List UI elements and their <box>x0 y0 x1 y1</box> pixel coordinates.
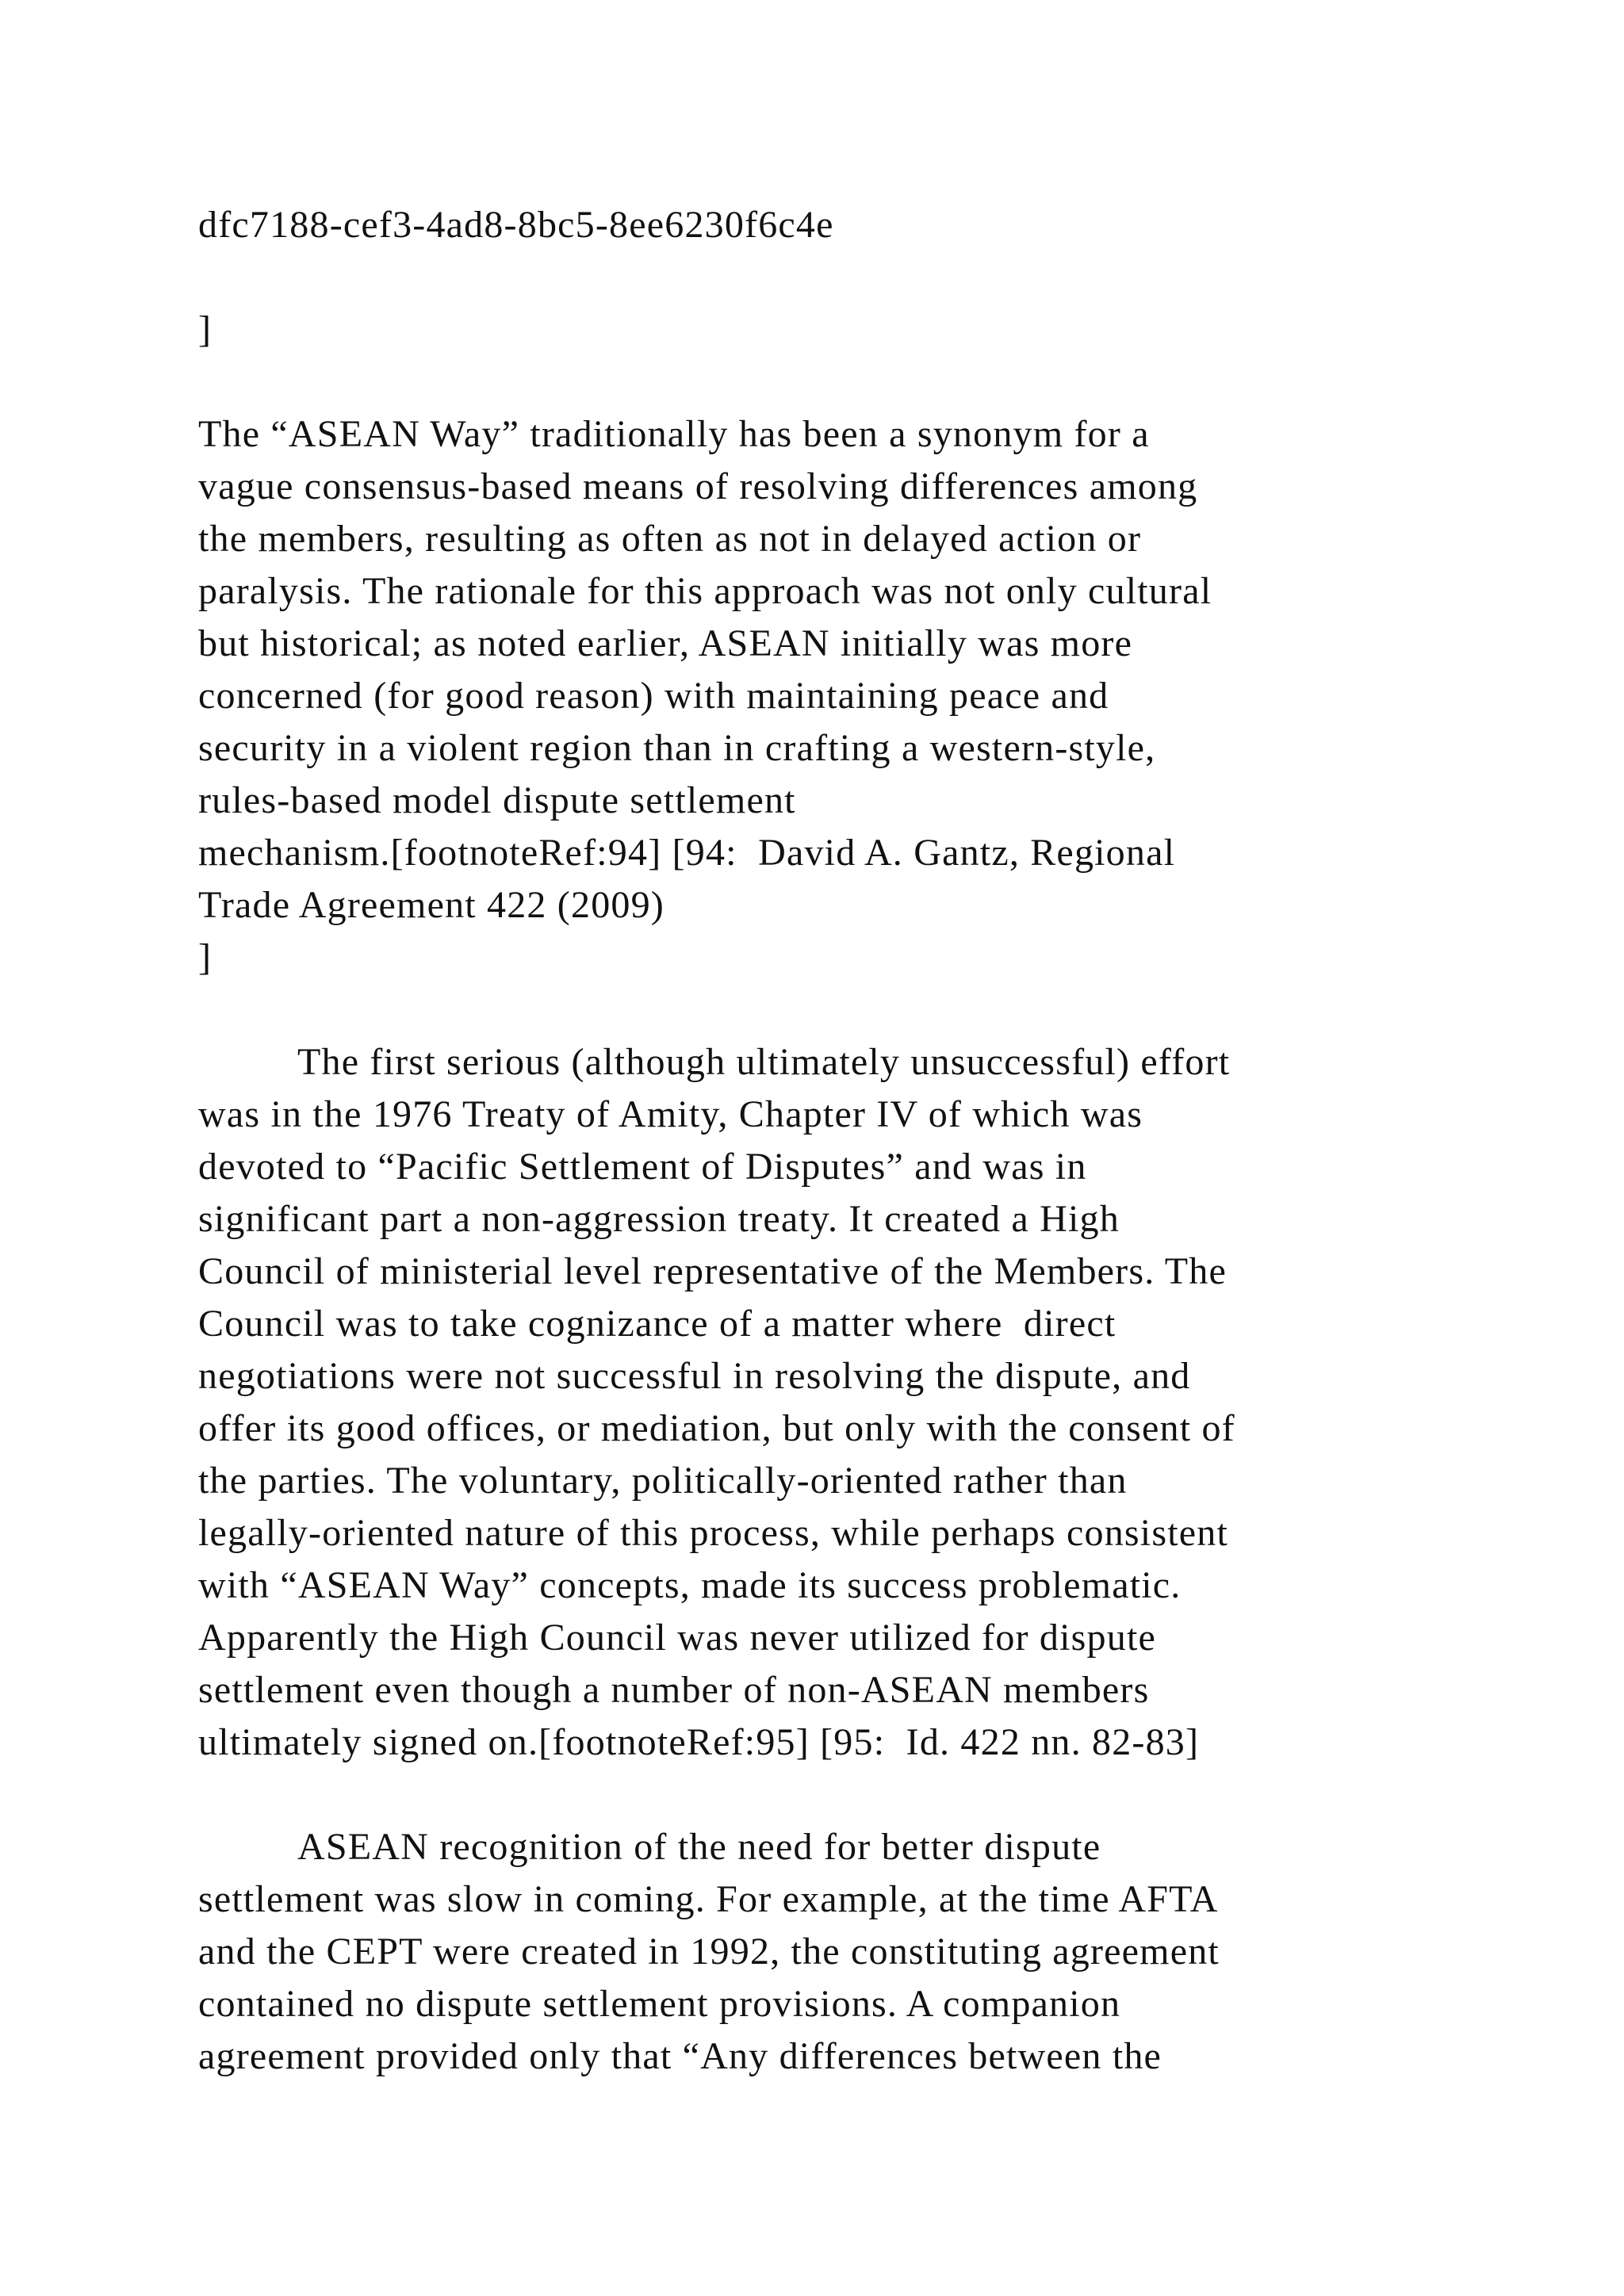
text-line: significant part a non-aggression treaty. It created a High <box>198 1198 1120 1240</box>
text-line: Council of ministerial level representative of the Members. The <box>198 1250 1227 1292</box>
text-line: settlement was slow in coming. For example, at the time AFTA <box>198 1878 1219 1920</box>
text-line: concerned (for good reason) with maintaining peace and <box>198 675 1109 717</box>
text-line: devoted to “Pacific Settlement of Disputes” and was in <box>198 1146 1087 1188</box>
text-line: rules-based model dispute settlement <box>198 779 796 821</box>
text-line: but historical; as noted earlier, ASEAN initially was more <box>198 622 1133 664</box>
text-line: contained no dispute settlement provisions. A companion <box>198 1983 1121 2025</box>
text-line: ultimately signed on.[footnoteRef:95] [95: Id. 422 nn. 82-83] <box>198 1721 1200 1763</box>
text-line: agreement provided only that “Any differences between the <box>198 2035 1162 2077</box>
text-line: negotiations were not successful in resolving the dispute, and <box>198 1355 1191 1397</box>
text-line: ] <box>198 936 213 978</box>
text-line: security in a violent region than in crafting a western-style, <box>198 727 1156 769</box>
text-line: mechanism.[footnoteRef:94] [94: David A. Gantz, Regional <box>198 832 1176 874</box>
text-line: The “ASEAN Way” traditionally has been a synonym for a <box>198 413 1150 455</box>
text-line: vague consensus-based means of resolving differences among <box>198 465 1198 507</box>
document-id: dfc7188-cef3-4ad8-8bc5-8ee6230f6c4e <box>198 204 834 246</box>
text-line: with “ASEAN Way” concepts, made its success problematic. <box>198 1564 1182 1606</box>
text-line: Apparently the High Council was never utilized for dispute <box>198 1617 1156 1659</box>
text-line: was in the 1976 Treaty of Amity, Chapter IV of which was <box>198 1093 1143 1135</box>
closing-bracket: ] <box>198 308 213 350</box>
text-line: offer its good offices, or mediation, but only with the consent of <box>198 1407 1235 1449</box>
text-line: settlement even though a number of non-ASEAN members <box>198 1669 1150 1711</box>
text-line: Council was to take cognizance of a matter where direct <box>198 1303 1116 1345</box>
text-line: the members, resulting as often as not in delayed action or <box>198 518 1142 560</box>
text-line: Trade Agreement 422 (2009) <box>198 884 665 926</box>
text-line: legally-oriented nature of this process, while perhaps consistent <box>198 1512 1228 1554</box>
text-line: and the CEPT were created in 1992, the constituting agreement <box>198 1931 1220 1973</box>
text-line: The first serious (although ultimately unsuccessful) effort <box>297 1041 1231 1083</box>
text-line: ASEAN recognition of the need for better dispute <box>297 1826 1101 1868</box>
text-line: paralysis. The rationale for this approach was not only cultural <box>198 570 1212 612</box>
text-line: the parties. The voluntary, politically-oriented rather than <box>198 1460 1128 1502</box>
